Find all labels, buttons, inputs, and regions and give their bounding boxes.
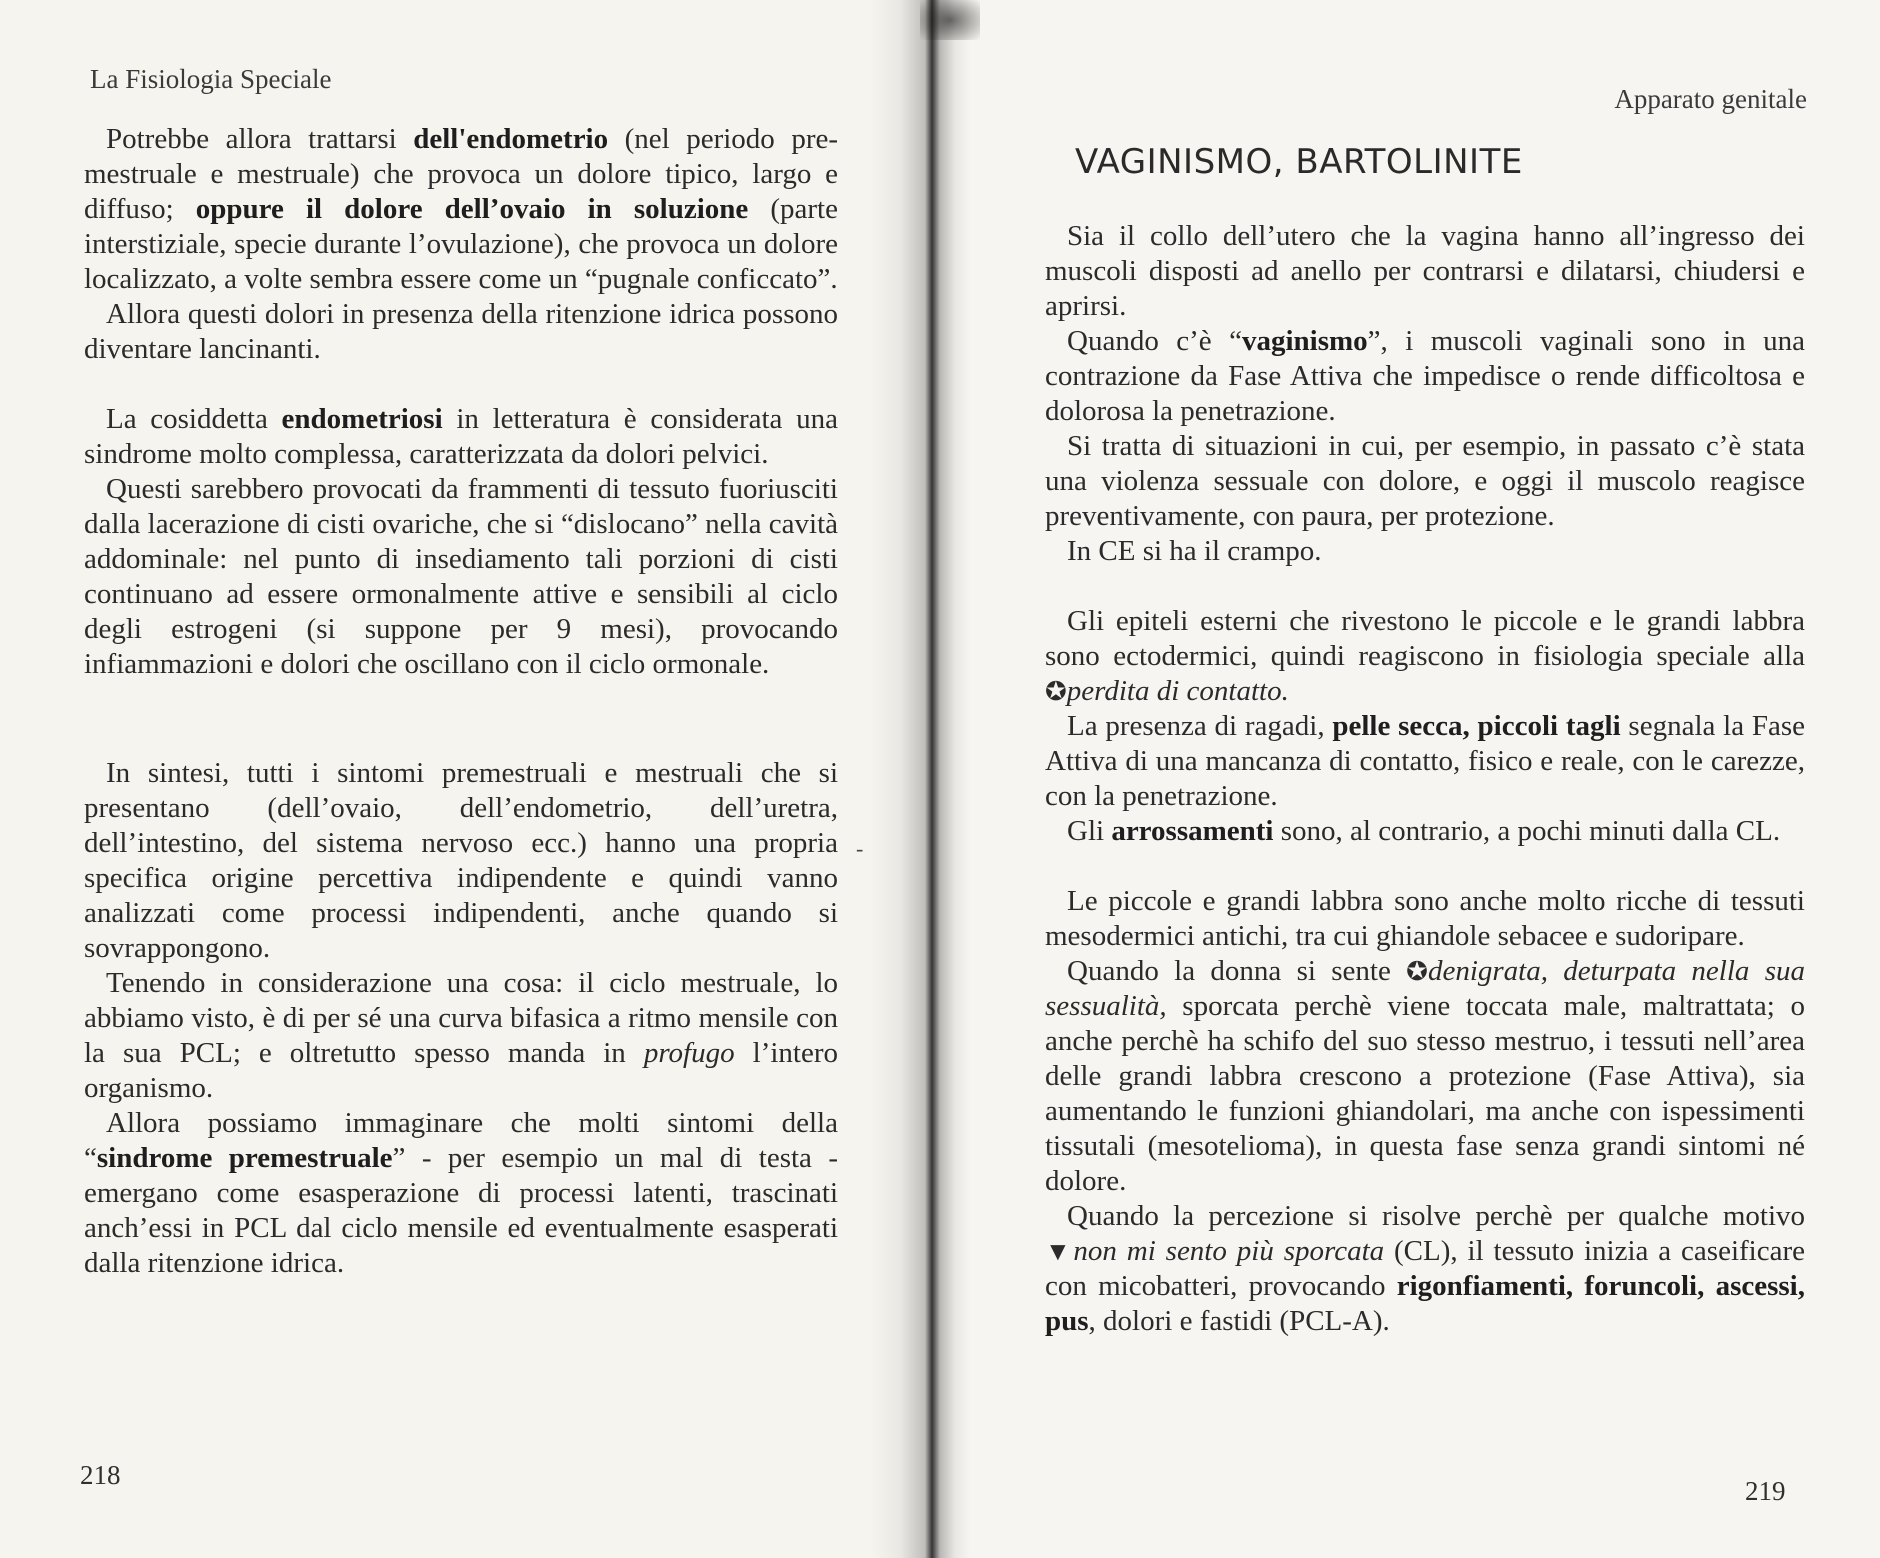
paragraph: La presenza di ragadi, pelle secca, piccoli tagli segnala la Fase Attiva di una mancanza di contatto, fisico e reale, con le carezze, con la penetrazione. [1045, 710, 1806, 812]
paragraph: Potrebbe allora trattarsi dell'endometrio (nel periodo pre-mestruale e mestruale) che provoca un dolore tipico, largo e diffuso; oppure il dolore dell’ovaio in soluzione (parte interstiziale, specie durante l’ovulazione), che provoca un dolore localizzato, a volte sembra essere come un “pugnale conficcato”. [84, 123, 838, 295]
down-triangle-icon: ▼ [1045, 1237, 1074, 1266]
paragraph: In CE si ha il crampo. [1067, 535, 1322, 567]
bold-term: oppure il dolore dell’ovaio in soluzione [195, 193, 749, 225]
paragraph: Quando c’è “vaginismo”, i muscoli vaginali sono in una contrazione da Fase Attiva che impedisce o rende difficoltosa e dolorosa la penetrazione. [1045, 325, 1805, 427]
paragraph: Gli epiteli esterni che rivestono le piccole e le grandi labbra sono ectodermici, quindi reagiscono in fisiologia speciale alla ✪perdita di contatto. [1045, 605, 1805, 707]
paragraph: Tenendo in considerazione una cosa: il ciclo mestruale, lo abbiamo visto, è di per sé una curva bifasica a ritmo mensile con la sua PCL; e oltretutto spesso manda in profugo l’intero organismo. [84, 967, 838, 1104]
running-header-left: La Fisiologia Speciale [90, 64, 332, 94]
margin-mark: - [856, 836, 864, 861]
bold-term: pelle secca, piccoli tagli [1332, 710, 1621, 742]
bold-term: vaginismo [1241, 325, 1368, 357]
paragraph: Quando la percezione si risolve perchè per qualche motivo ▼non mi sento più sporcata (CL), il tessuto inizia a caseificare con micobatteri, provocando rigonfiamenti, foruncoli, ascessi, pus, dolori e fastidi (PCL-A). [1045, 1200, 1805, 1337]
paragraph: Si tratta di situazioni in cui, per esempio, in passato c’è stata una violenza sessuale con dolore, e oggi il muscolo reagisce preventivamente, con paura, per protezione. [1045, 430, 1805, 532]
paragraph: In sintesi, tutti i sintomi premestruali e mestruali che si presentano (dell’ovaio, dell’endometrio, dell’uretra, dell’intestino, del sistema nervoso ecc.) hanno una propria specifica origine percettiva indipendente e quindi vanno analizzati come processi indipendenti, anche quando si sovrappongono. [84, 757, 838, 964]
paragraph: Quando la donna si sente ✪denigrata, deturpata nella sua sessualità, sporcata perchè viene toccata male, maltrattata; o anche perchè ha schifo del suo stesso mestruo, i tessuti nell’area delle grandi labbra crescono a protezione (Fase Attiva), sia aumentando le funzioni ghiandolari, ma anche con ispessimenti tissutali (mesotelioma), in questa fase senza grandi sintomi né dolore. [1045, 955, 1805, 1197]
bold-term: arrossamenti [1111, 815, 1274, 847]
paragraph: La cosiddetta endometriosi in letteratura è considerata una sindrome molto complessa, caratterizzata da dolori pelvici. [84, 403, 838, 470]
paragraph: Le piccole e grandi labbra sono anche molto ricche di tessuti mesodermici antichi, tra cui ghiandole sebacee e sudoripare. [1045, 885, 1805, 952]
paragraph: Gli arrossamenti sono, al contrario, a pochi minuti dalla CL. [1067, 815, 1781, 847]
page-number-left: 218 [80, 1460, 121, 1490]
paragraph: Sia il collo dell’utero che la vagina hanno all’ingresso dei muscoli disposti ad anello per contrarsi e dilatarsi, chiudersi e aprirsi. [1045, 220, 1805, 322]
section-title: VAGINISMO, BARTOLINITE [1075, 142, 1523, 182]
bold-term: dell'endometrio [413, 123, 609, 155]
bold-term: endometriosi [281, 403, 443, 435]
paragraph: Allora possiamo immaginare che molti sintomi della “sindrome premestruale” - per esempio un mal di testa - emergano come esasperazione di processi latenti, trascinati anch’essi in PCL dal ciclo mensile ed eventualmente esasperati dalla ritenzione idrica. [84, 1107, 838, 1279]
page-number-right: 219 [1745, 1476, 1786, 1506]
right-body-text [1045, 219, 1805, 1339]
star-circle-icon: ✪ [1406, 957, 1428, 986]
left-body-text [84, 122, 838, 1281]
paragraph: Questi sarebbero provocati da frammenti di tessuto fuoriusciti dalla lacerazione di cisti ovariche, che si “dislocano” nella cavità addominale: nel punto di insediamento tali porzioni di cisti continuano ad essere ormonalmente attive e sensibili al ciclo degli estrogeni (si suppone per 9 mesi), provocando infiammazioni e dolori che oscillano con il ciclo ormonale. [84, 473, 838, 680]
gutter-shadow [920, 0, 980, 40]
paragraph: Allora questi dolori in presenza della ritenzione idrica possono diventare lancinanti. [84, 298, 838, 365]
star-circle-icon: ✪ [1045, 677, 1067, 706]
bold-term: rigonfiamenti, foruncoli, ascessi, pus [1045, 1270, 1805, 1337]
running-header-right: Apparato genitale [1614, 84, 1807, 114]
book-gutter [870, 0, 970, 1558]
bold-term: sindrome premestruale [96, 1142, 393, 1174]
